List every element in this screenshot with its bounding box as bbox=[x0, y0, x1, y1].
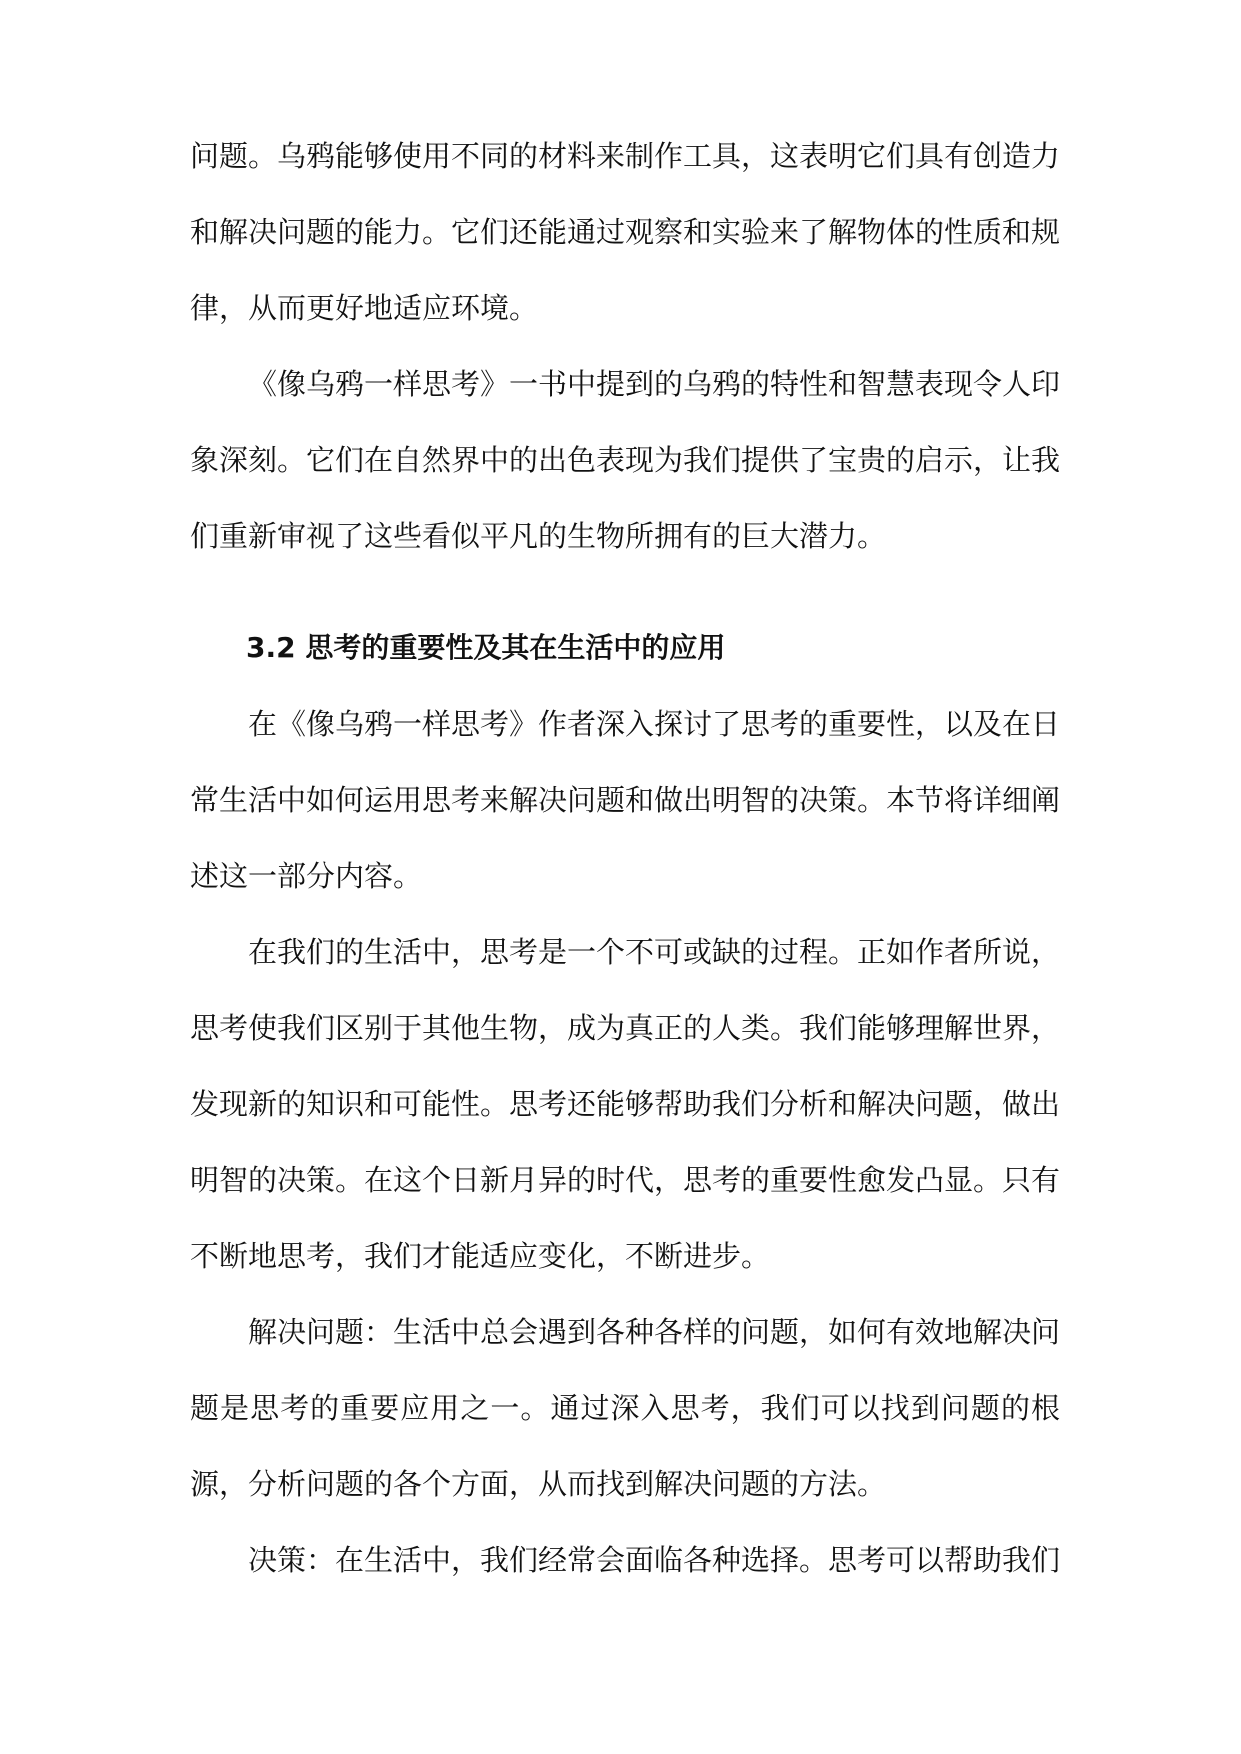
paragraph-continued: 问题。乌鸦能够使用不同的材料来制作工具，这表明它们具有创造力和解决问题的能力。它们还能通过观察和实验来了解物体的性质和规律，从而更好地适应环境。 bbox=[190, 139, 1061, 325]
paragraph-decision: 决策：在生活中，我们经常会面临各种选择。思考可以帮助我们 bbox=[248, 1543, 1061, 1577]
section-heading: 3.2 思考的重要性及其在生活中的应用 bbox=[246, 631, 726, 664]
paragraph-importance: 在我们的生活中，思考是一个不可或缺的过程。正如作者所说，思考使我们区别于其他生物，成为真正的人类。我们能够理解世界，发现新的知识和可能性。思考还能够帮助我们分析和解决问题，做出明智的决策。在这个日新月异的时代，思考的重要性愈发凸显。只有不断地思考，我们才能适应变化，不断进步。 bbox=[190, 935, 1061, 1273]
paragraph-crow-book: 《像乌鸦一样思考》一书中提到的乌鸦的特性和智慧表现令人印象深刻。它们在自然界中的出色表现为我们提供了宝贵的启示，让我们重新审视了这些看似平凡的生物所拥有的巨大潜力。 bbox=[190, 367, 1061, 553]
paragraph-problem-solving: 解决问题：生活中总会遇到各种各样的问题，如何有效地解决问题是思考的重要应用之一。通过深入思考，我们可以找到问题的根源，分析问题的各个方面，从而找到解决问题的方法。 bbox=[190, 1315, 1061, 1501]
document-page bbox=[190, 118, 1060, 1598]
paragraph-intro: 在《像乌鸦一样思考》作者深入探讨了思考的重要性，以及在日常生活中如何运用思考来解决问题和做出明智的决策。本节将详细阐述这一部分内容。 bbox=[190, 707, 1061, 893]
